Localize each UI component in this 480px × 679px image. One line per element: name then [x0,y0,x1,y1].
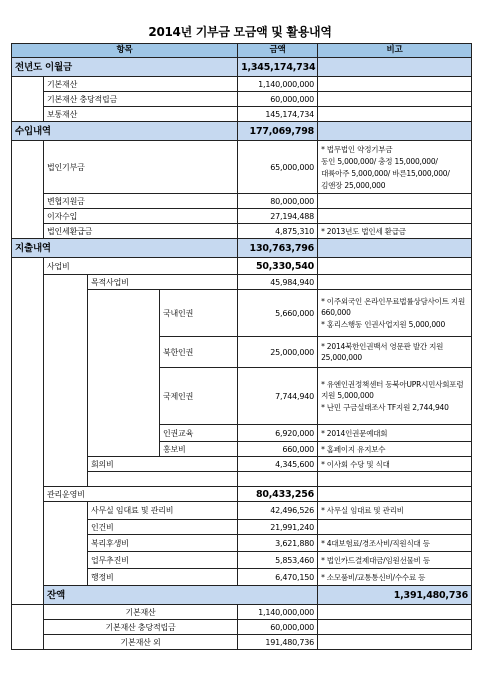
table-row: 보통재산 145,174,734 [12,107,472,122]
corp-note: * 법무법인 약정기부금 동인 5,000,000/ 충정 15,000,000/ 대륙아주 5,000,000/ 바른15,000,000/ 김앤장 25,000,000 [318,141,472,194]
table-row: 법인기부금 65,000,000 * 법무법인 약정기부금 동인 5,000,000/ 충정 15,000,000/ 대륙아주 5,000,000/ 바른15,000,000/ 김앤장 25,000,000 [12,141,472,194]
table-row: 기본재산 충당적립금 60,000,000 [12,92,472,107]
section-label: 지출내역 [12,239,238,258]
table-row: 북한인권 25,000,000 * 2014북한인권백서 영문판 발간 지원 25,000,000 [12,337,472,368]
table-row: 회의비 4,345,600 * 이사회 수당 및 식대 [12,457,472,472]
donation-table [11,43,472,650]
page-title: 2014년 기부금 모금액 및 활용내역 [148,25,332,39]
table-row: 관리운영비 80,433,256 [12,487,472,502]
section-amount: 1,391,480,736 [318,586,472,605]
table-row: 기본재산 1,140,000,000 [12,605,472,620]
table-header [12,44,472,58]
section-amount: 130,763,796 [238,239,318,258]
table-row: 사업비 50,330,540 [12,258,472,275]
table-row: 인건비 21,991,240 [12,520,472,535]
table-row: 홍보비 660,000 * 홈페이지 유지보수 [12,442,472,457]
table-row: 국내인권 5,660,000 * 이주외국인 온라인무료법률상담사이트 지원 660,000 * 홍리스행동 인권사업지원 5,000,000 [12,290,472,337]
table-row: 법인세환급금 4,875,310 * 2013년도 법인세 환급금 [12,224,472,239]
section-amount: 177,069,798 [238,122,318,141]
section-label: 전년도 이월금 [12,58,238,77]
section-prev [12,58,472,77]
section-label: 잔액 [44,586,318,605]
table-row: 인권교육 6,920,000 * 2014인권문예대회 [12,425,472,442]
section-label: 수입내역 [12,122,238,141]
table-row: 복리후생비 3,621,880 * 4대보험료/경조사비/직원식대 등 [12,535,472,552]
table-row: 변협지원금 80,000,000 [12,194,472,209]
table-row: 기본재산 외 191,480,736 [12,635,472,650]
section-expense [12,239,472,258]
header-amount: 금액 [238,44,318,58]
table-row: 목적사업비 45,984,940 [12,275,472,290]
section-amount: 1,345,174,734 [238,58,318,77]
header-note: 비고 [318,44,472,58]
table-row: 행정비 6,470,150 * 소모품비/교통통신비/수수료 등 [12,569,472,586]
table-row: 기본재산 충당적립금 60,000,000 [12,620,472,635]
header-item: 항목 [12,44,238,58]
table-row: 업무추진비 5,853,460 * 법인카드결제대금/임원선물비 등 [12,552,472,569]
table-row: 이자수입 27,194,488 [12,209,472,224]
section-balance [12,586,472,605]
section-income [12,122,472,141]
table-row: 사무실 임대료 및 관리비 42,496,526 * 사무실 임대료 및 관리비 [12,502,472,520]
table-row: 국제인권 7,744,940 * 유엔인권정책센터 동북아UPR시민사회포럼 지원 5,000,000 * 난민 구금실태조사 TF지원 2,744,940 [12,368,472,425]
table-row: 기본재산 1,140,000,000 [12,77,472,92]
